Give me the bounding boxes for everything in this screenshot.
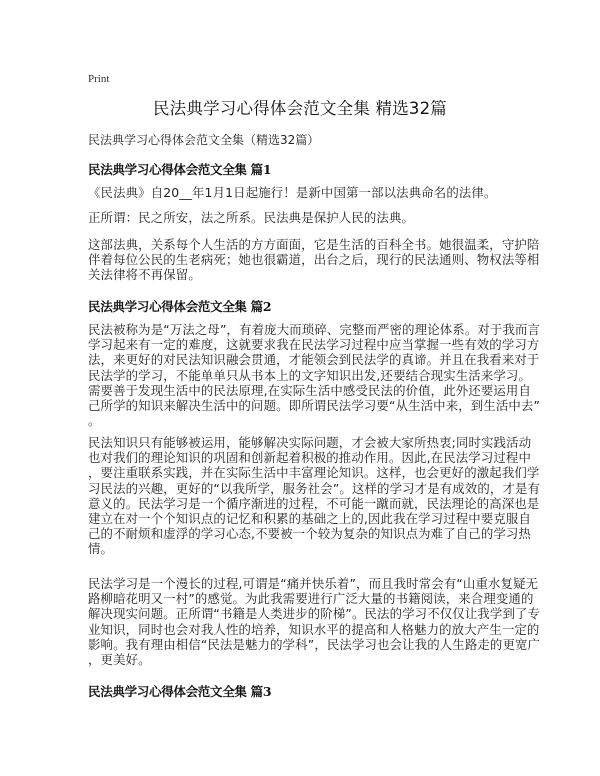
document-title: 民法典学习心得体会范文全集 精选32篇 [152, 99, 448, 118]
text-line: 民法知识只有能够被运用，能够解决实际问题，才会被大家所热衷;同时实践活动 [88, 435, 532, 450]
text-line: 路柳暗花明又一村”的感觉。为此我需要进行广泛大量的书籍阅读，来合理变通的 [88, 591, 534, 607]
section-heading-3: 民法典学习心得体会范文全集 篇3 [88, 684, 272, 699]
text-line: 情。 [88, 541, 114, 557]
text-line: 。 [88, 413, 101, 429]
text-line: 己所学的知识来解决生活中的问题。即所谓民法学习要“从生活中来，到生活中去” [88, 398, 541, 414]
text-line: ，更美好。 [88, 652, 151, 668]
text-line: 法，来更好的对民法知识融会贯通，才能领会到民法学的真谛。并且在我看来对于 [88, 352, 540, 368]
text-line: 正所谓：民之所安，法之所系。民法典是保护人民的法典。 [88, 210, 415, 225]
section-2-paragraph-1 [88, 322, 541, 429]
text-line: 需要善于发现生活中的民法原理,在实际生活中感受民法的价值，此外还要运用自 [88, 382, 532, 398]
section-heading-1: 民法典学习心得体会范文全集 篇1 [88, 162, 272, 177]
text-line: 影响。我有理由相信“民法是魅力的学科”，民法学习也会让我的人生路走的更宽广 [88, 636, 541, 652]
text-line: 习民法的兴趣，更好的“以我所学，服务社会”。这样的学习才是有成效的，才是有 [88, 480, 541, 496]
section-2-paragraph-3 [88, 576, 541, 668]
text-line: 关法律将不再保留。 [88, 267, 201, 283]
text-line: 己的不耐烦和虚浮的学习心态,不要被一个较为复杂的知识点为难了自己的学习热 [88, 526, 532, 542]
text-line: 民法学的学习，不能单单只从书本上的文字知识出发,还要结合现实生活来学习。 [88, 367, 532, 383]
text-line: 《民法典》自20__年1月1日起施行！是新中国第一部以法典命名的法律。 [88, 185, 497, 200]
text-line: 民法学习是一个漫长的过程,可谓是“痛并快乐着”，而且我时常会有“山重水复疑无 [88, 576, 539, 591]
section-1-paragraph-3 [88, 237, 540, 283]
text-line: 学习起来有一定的难度，这就要求我在民法学习过程中应当掌握一些有效的学习方 [88, 337, 540, 353]
section-2-paragraph-2 [88, 435, 541, 557]
text-line: 民法被称为是“万法之母”，有着庞大而琐碎、完整而严密的理论体系。对于我而言 [88, 322, 541, 337]
section-1-paragraph-1 [88, 185, 528, 200]
text-line: 这部法典，关系每个人生活的方方面面，它是生活的百科全书。她很温柔，守护陪 [88, 237, 540, 252]
text-line: 解决现实问题。正所谓“书籍是人类进步的阶梯”。民法的学习不仅仅让我学到了专 [88, 606, 541, 622]
section-1-paragraph-2 [88, 210, 528, 225]
text-line: 建立在对一个个知识点的记忆和积累的基础之上的,因此我在学习过程中要克服自 [88, 511, 532, 527]
section-heading-2: 民法典学习心得体会范文全集 篇2 [88, 299, 272, 314]
text-line: 意义的。民法学习是一个循序渐进的过程，不可能一蹴而就，民法理论的高深也是 [88, 495, 540, 511]
text-line: ，要注重联系实践，并在实际生活中丰富理论知识。这样，也会更好的激起我们学 [88, 465, 540, 481]
text-line: 伴着每位公民的生老病死；她也很霸道，出台之后，现行的民法通则、物权法等相 [88, 252, 540, 268]
print-label: Print [88, 73, 110, 85]
text-line: 也对我们的理论知识的巩固和创新起着积极的推动作用。因此,在民法学习过程中 [88, 450, 532, 466]
text-line: 业知识，同时也会对我人性的培养，知识水平的提高和人格魅力的放大产生一定的 [88, 621, 540, 637]
document-subtitle: 民法典学习心得体会范文全集（精选32篇） [88, 133, 320, 147]
